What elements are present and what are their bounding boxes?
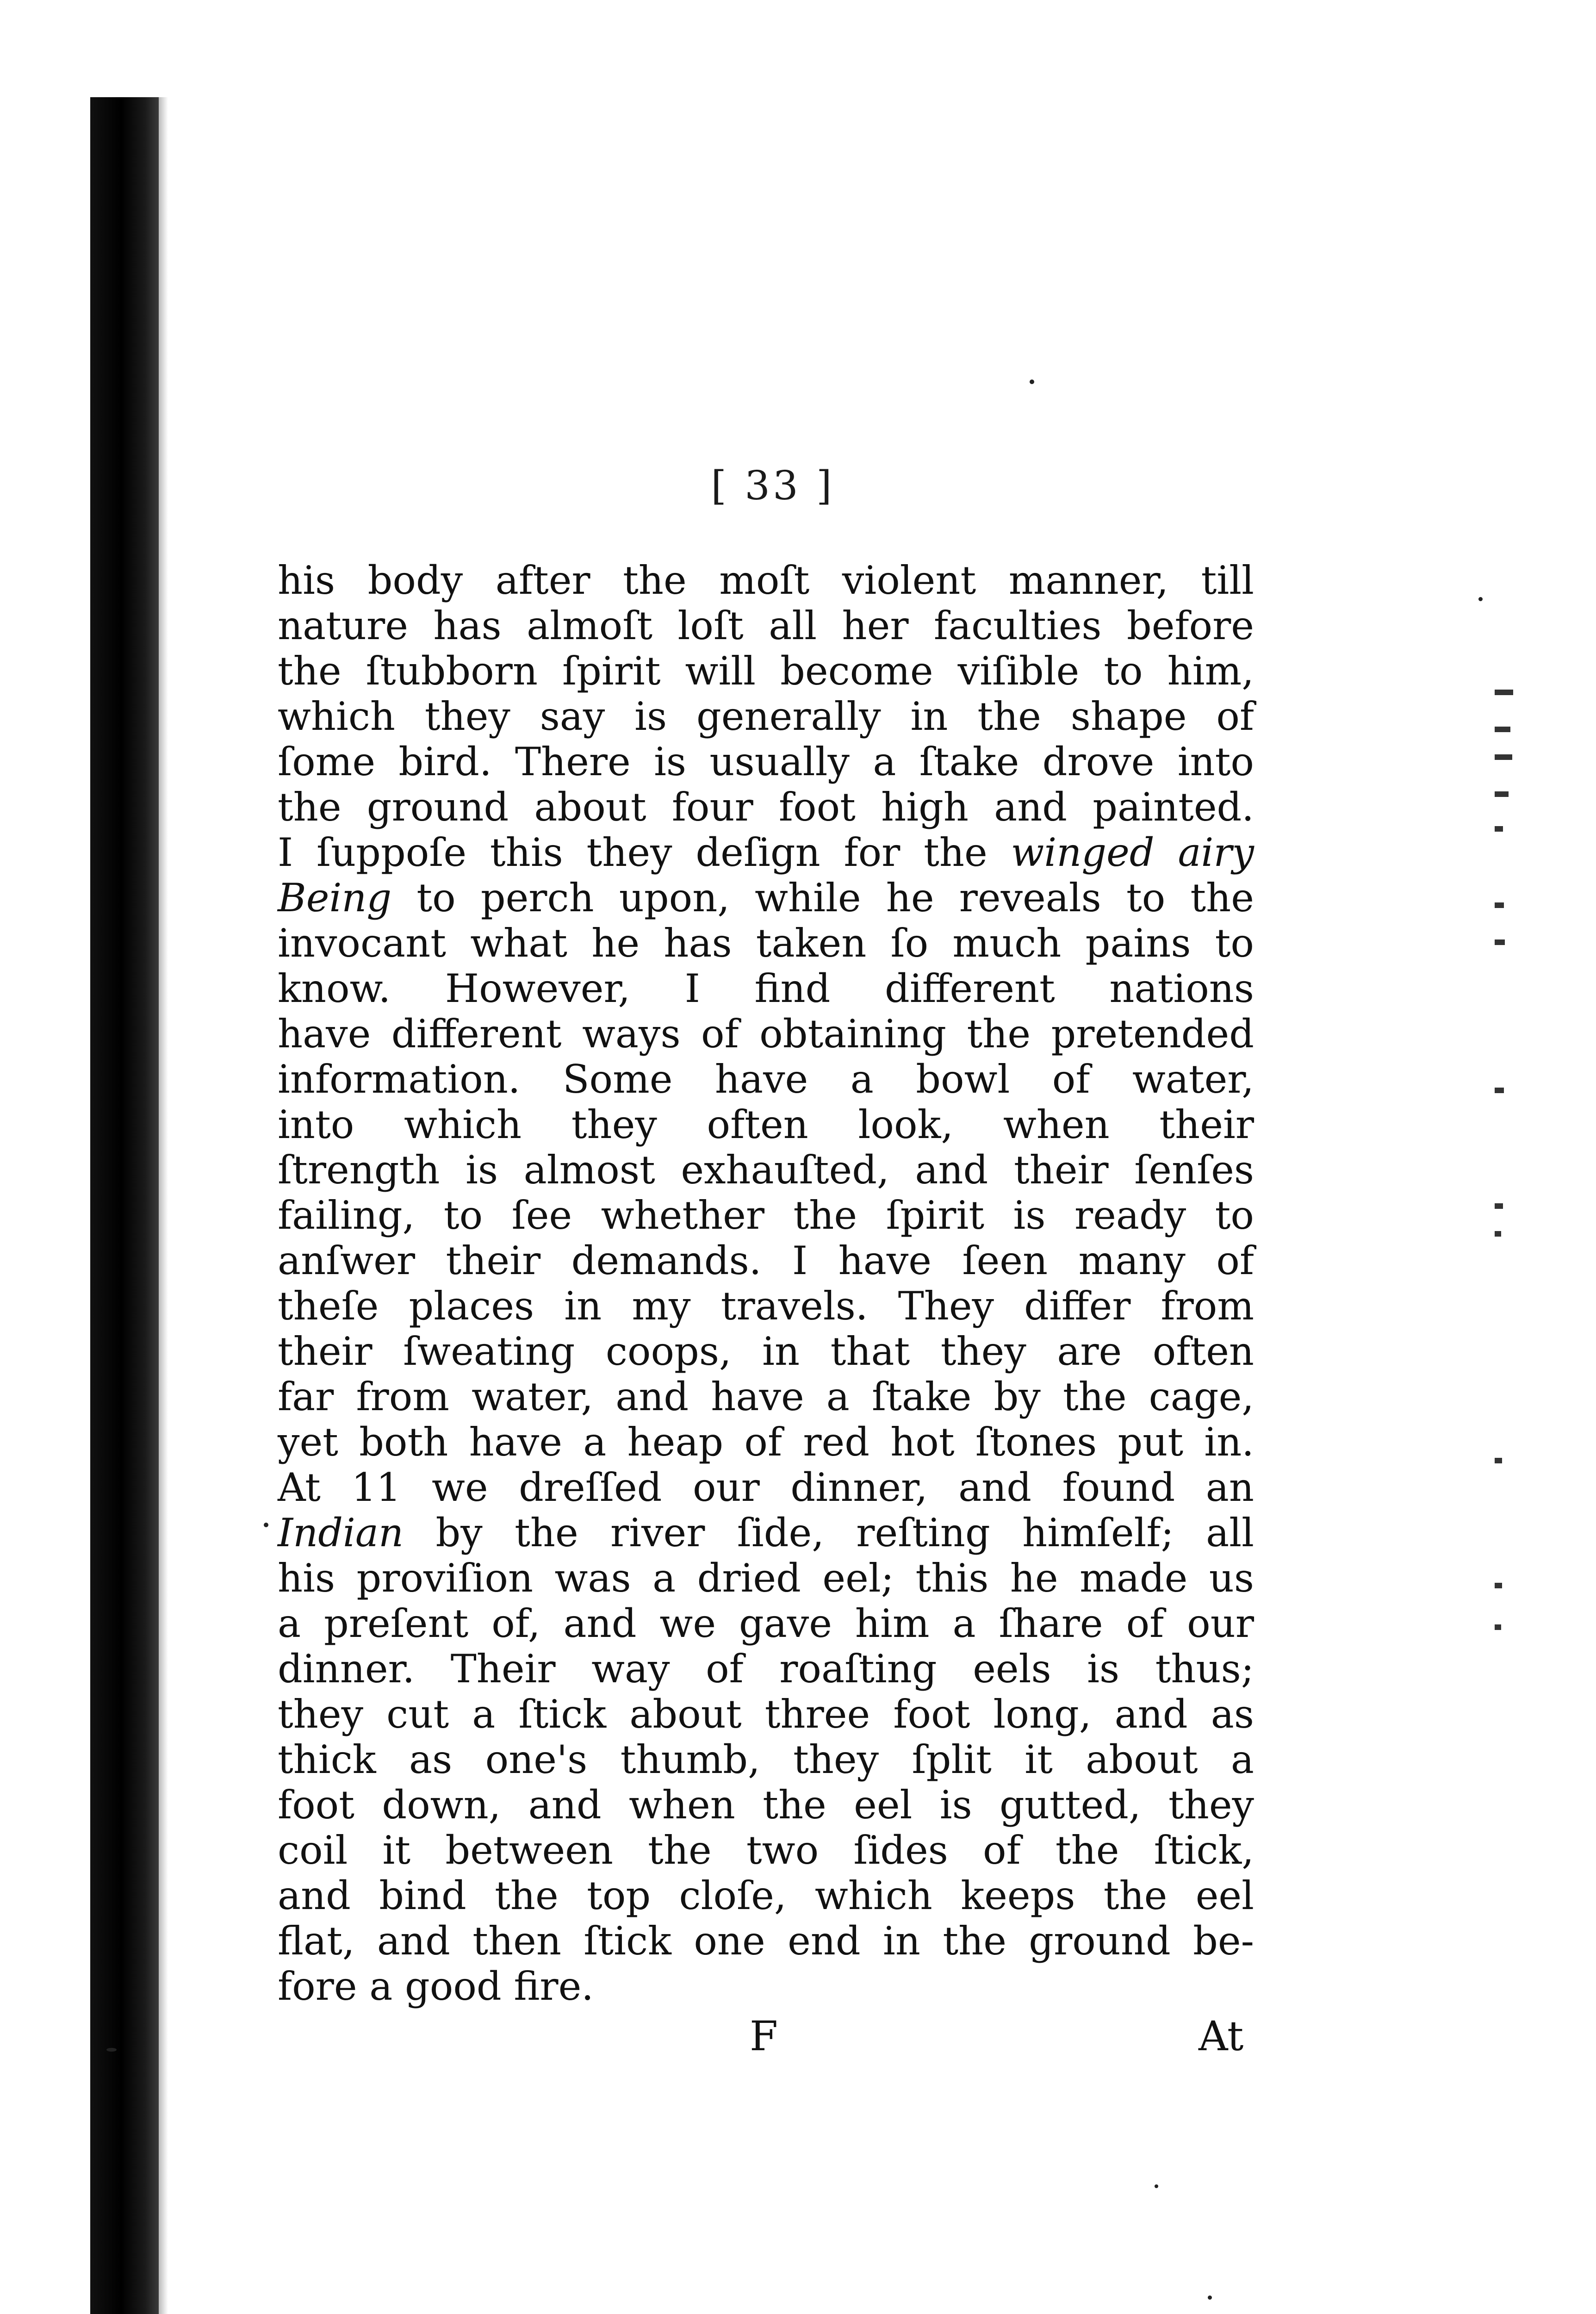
page-speck <box>1030 379 1034 384</box>
text-run: a preſent of, and we gave him a ſhare of our <box>278 1601 1254 1646</box>
body-text <box>278 558 1254 2009</box>
text-line <box>278 921 1254 966</box>
margin-mark <box>1495 939 1505 945</box>
text-line <box>278 1964 1254 2009</box>
text-run: invocant what he has taken ſo much pains to <box>278 921 1254 966</box>
text-run: the ſtubborn ſpirit will become viſible to him, <box>278 648 1254 694</box>
margin-mark <box>1495 1583 1502 1588</box>
text-run: to perch upon, while he reveals to the <box>391 875 1254 921</box>
catchword: At <box>1199 2012 1244 2060</box>
page-speck <box>264 1523 268 1527</box>
text-run: foot down, and when the eel is gutted, they <box>278 1782 1254 1828</box>
text-run: fore a good fire. <box>278 1964 594 2009</box>
text-run: coil it between the two ſides of the ſtick, <box>278 1828 1254 1873</box>
italic-run: winged airy <box>1011 830 1254 875</box>
text-line <box>278 1555 1254 1601</box>
text-line <box>278 875 1254 921</box>
text-run: I ſuppoſe this they deſign for the <box>278 830 1011 875</box>
margin-mark <box>1495 1203 1503 1209</box>
text-line <box>278 1283 1254 1329</box>
text-line <box>278 1329 1254 1374</box>
text-line <box>278 648 1254 694</box>
text-run: into which they often look, when their <box>278 1102 1254 1147</box>
text-line <box>278 694 1254 739</box>
page-speck <box>1478 597 1483 601</box>
text-line <box>278 1011 1254 1057</box>
text-run: thick as one's thumb, they ſplit it about a <box>278 1737 1254 1782</box>
text-line <box>278 1873 1254 1918</box>
margin-mark <box>1495 1624 1501 1630</box>
text-run: dinner. Their way of roaſting eels is thus; <box>278 1646 1254 1692</box>
text-run: ſome bird. There is usually a ſtake drove into <box>278 739 1254 784</box>
text-line <box>278 830 1254 875</box>
gutter-shadow <box>90 97 159 2314</box>
text-line <box>278 784 1254 830</box>
margin-mark <box>1495 727 1510 732</box>
page-speck <box>1155 2184 1158 2188</box>
text-line <box>278 558 1254 603</box>
text-line <box>278 1782 1254 1828</box>
text-line <box>278 1419 1254 1465</box>
text-line <box>278 1102 1254 1147</box>
text-line <box>278 966 1254 1011</box>
text-line <box>278 1238 1254 1283</box>
text-run: far from water, and have a ſtake by the cage, <box>278 1374 1254 1419</box>
text-run: which they say is generally in the shape of <box>278 694 1254 739</box>
margin-mark <box>1495 902 1504 908</box>
text-line <box>278 1601 1254 1646</box>
text-run: flat, and then ſtick one end in the ground be- <box>278 1918 1254 1964</box>
margin-bleed-through <box>1495 662 1532 1634</box>
text-run: anſwer their demands. I have ſeen many of <box>278 1238 1254 1283</box>
page-speck <box>1208 2295 1212 2300</box>
text-run: yet both have a heap of red hot ſtones put in. <box>278 1419 1254 1465</box>
signature-mark: F <box>750 2012 778 2060</box>
text-run: know. However, I find different nations <box>278 966 1254 1011</box>
text-line <box>278 1646 1254 1692</box>
text-line <box>278 603 1254 648</box>
text-run: have different ways of obtaining the pretended <box>278 1011 1254 1057</box>
text-run: theſe places in my travels. They differ from <box>278 1283 1254 1329</box>
text-line <box>278 1737 1254 1782</box>
text-run: the ground about four foot high and painted. <box>278 784 1254 830</box>
text-line <box>278 1510 1254 1555</box>
margin-mark <box>1495 1088 1504 1093</box>
margin-mark <box>1495 754 1512 760</box>
text-line <box>278 1147 1254 1193</box>
margin-mark <box>1495 690 1513 695</box>
text-run: his proviſion was a dried eel; this he made us <box>278 1555 1254 1601</box>
margin-mark <box>1495 1458 1502 1463</box>
text-line <box>278 1193 1254 1238</box>
text-run: information. Some have a bowl of water, <box>278 1057 1254 1102</box>
text-line <box>278 1465 1254 1510</box>
text-run: by the river ſide, reſting himſelf; all <box>404 1510 1254 1555</box>
page-speck <box>106 2048 117 2052</box>
italic-run: Being <box>278 875 392 921</box>
text-run: ſtrength is almost exhauſted, and their ſenſes <box>278 1147 1254 1193</box>
text-run: nature has almoſt loſt all her faculties before <box>278 603 1254 648</box>
text-run: and bind the top cloſe, which keeps the eel <box>278 1873 1254 1918</box>
margin-mark <box>1495 826 1503 832</box>
text-run: they cut a ſtick about three foot long, and as <box>278 1692 1254 1737</box>
text-line <box>278 1918 1254 1964</box>
text-line <box>278 1374 1254 1419</box>
text-line <box>278 1692 1254 1737</box>
text-line <box>278 1057 1254 1102</box>
text-run: failing, to ſee whether the ſpirit is ready to <box>278 1193 1254 1238</box>
text-line <box>278 739 1254 784</box>
margin-mark <box>1495 791 1509 797</box>
text-run: At 11 we dreſſed our dinner, and found an <box>278 1465 1254 1510</box>
margin-mark <box>1495 1231 1501 1237</box>
text-run: their ſweating coops, in that they are often <box>278 1329 1254 1374</box>
text-line <box>278 1828 1254 1873</box>
page-number: [ 33 ] <box>711 463 835 509</box>
text-run: his body after the moſt violent manner, till <box>278 558 1254 603</box>
italic-run: Indian <box>278 1510 404 1555</box>
